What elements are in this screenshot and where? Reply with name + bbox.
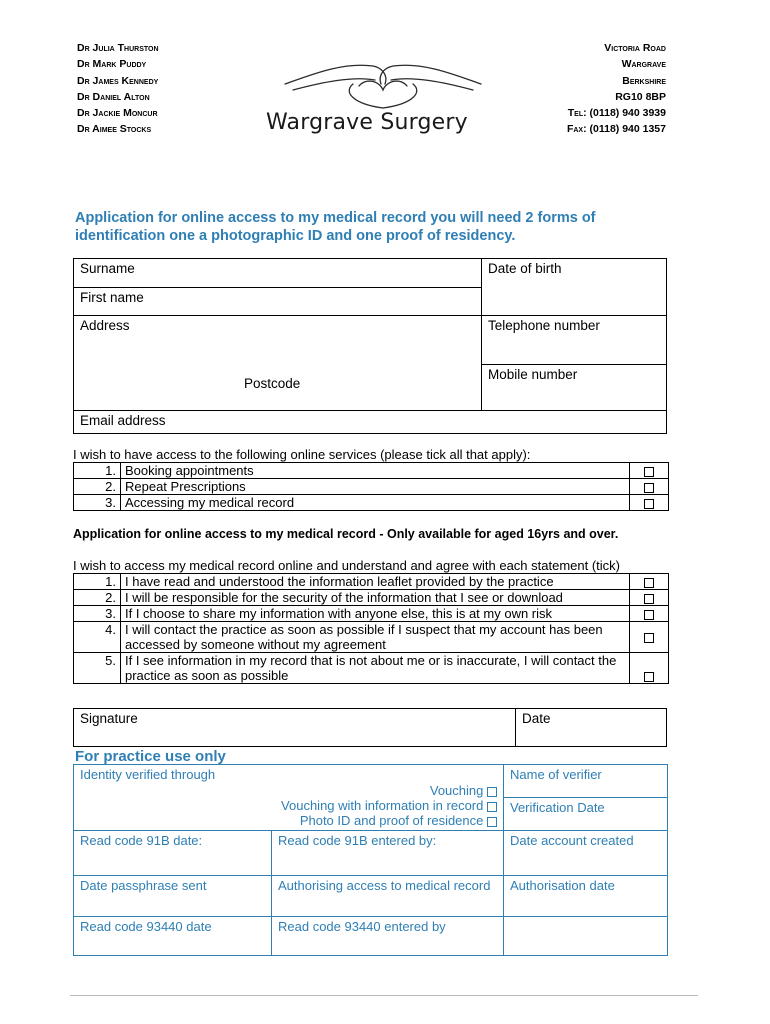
agreement-number: 4. <box>74 622 121 653</box>
hands-heart-logo <box>283 44 483 112</box>
service-checkbox[interactable] <box>630 495 669 511</box>
agreement-row <box>74 653 669 684</box>
date-account-created-label: Date account created <box>510 833 634 848</box>
agreement-number: 5. <box>74 653 121 684</box>
service-row <box>74 495 669 511</box>
read-code-91b-entered-cell[interactable] <box>272 831 504 876</box>
checkbox-icon[interactable] <box>644 578 654 588</box>
agreement-label: I will contact the practice as soon as possible if I suspect that my account has been accessed by someone without my agreement <box>121 622 630 653</box>
doctor-name: Dr James Kennedy <box>77 74 159 87</box>
photo-id-checkbox-icon[interactable] <box>487 817 497 827</box>
agreement-checkbox[interactable] <box>630 622 669 653</box>
service-checkbox[interactable] <box>630 463 669 479</box>
agreement-label: I have read and understood the information leaflet provided by the practice <box>121 574 630 590</box>
surname-field[interactable] <box>74 259 482 288</box>
doctor-name: Dr Julia Thurston <box>77 42 159 54</box>
agreement-number: 2. <box>74 590 121 606</box>
surname-label: Surname <box>80 261 135 276</box>
signature-field[interactable] <box>74 709 516 747</box>
date-passphrase-sent-label: Date passphrase sent <box>80 878 207 893</box>
read-code-91b-date-cell[interactable] <box>74 831 272 876</box>
service-label: Accessing my medical record <box>121 495 630 511</box>
service-checkbox[interactable] <box>630 479 669 495</box>
practice-logo-text: Wargrave Surgery <box>266 110 468 135</box>
authorising-access-cell[interactable] <box>272 876 504 917</box>
checkbox-icon[interactable] <box>644 499 654 509</box>
email-field[interactable] <box>74 411 667 434</box>
practice-address <box>567 40 666 138</box>
date-passphrase-sent-cell[interactable] <box>74 876 272 917</box>
service-row <box>74 463 669 479</box>
vouching-checkbox-icon[interactable] <box>487 787 497 797</box>
agreement-checkbox[interactable] <box>630 653 669 684</box>
read-code-91b-date-label: Read code 91B date: <box>80 833 203 848</box>
empty-cell[interactable] <box>504 917 668 956</box>
photo-id-label: Photo ID and proof of residence <box>299 813 484 828</box>
vouching-info-checkbox-icon[interactable] <box>487 802 497 812</box>
email-label: Email address <box>80 413 166 428</box>
services-intro: I wish to have access to the following online services (please tick all that apply): <box>73 447 531 462</box>
agreement-label: If I see information in my record that is not about me or is inaccurate, I will contact the practice as soon as possible <box>121 653 630 684</box>
footer-divider <box>70 995 698 996</box>
checkbox-icon[interactable] <box>644 672 654 682</box>
service-row <box>74 479 669 495</box>
postcode-label: Postcode <box>244 376 301 391</box>
read-code-93440-date-label: Read code 93440 date <box>80 919 212 934</box>
first-name-label: First name <box>80 290 144 305</box>
agreement-intro: I wish to access my medical record online and understand and agree with each statement (tick) <box>73 558 620 573</box>
practice-use-heading: For practice use only <box>75 748 226 765</box>
telephone-label: Telephone number <box>488 318 600 333</box>
agreement-table <box>73 573 669 684</box>
date-of-birth-label: Date of birth <box>488 261 562 276</box>
agreement-number: 1. <box>74 574 121 590</box>
agreement-checkbox[interactable] <box>630 574 669 590</box>
agreement-label: I will be responsible for the security of the information that I see or download <box>121 590 630 606</box>
address-line: RG10 8BP <box>615 90 666 103</box>
checkbox-icon[interactable] <box>644 610 654 620</box>
practice-use-table <box>73 764 668 956</box>
identity-verified-label: Identity verified through <box>80 767 216 782</box>
date-account-created-cell[interactable] <box>504 831 668 876</box>
verification-date-label: Verification Date <box>510 800 605 815</box>
personal-details-table <box>73 258 667 434</box>
checkbox-icon[interactable] <box>644 594 654 604</box>
first-name-field[interactable] <box>74 288 482 316</box>
address-line: Victoria Road <box>604 42 666 54</box>
authorising-access-label: Authorising access to medical record <box>278 878 491 893</box>
address-line: Tel: (0118) 940 3939 <box>567 107 666 120</box>
name-of-verifier-label: Name of verifier <box>510 767 602 782</box>
signature-date-label: Date <box>522 711 551 726</box>
agreement-row <box>74 606 669 622</box>
read-code-91b-entered-label: Read code 91B entered by: <box>278 833 437 848</box>
doctor-list <box>77 40 159 138</box>
agreement-row <box>74 574 669 590</box>
doctor-name: Dr Jackie Moncur <box>77 107 158 120</box>
service-label: Booking appointments <box>121 463 630 479</box>
signature-table <box>73 708 667 747</box>
mobile-field[interactable] <box>482 365 667 411</box>
doctor-name: Dr Daniel Alton <box>77 90 150 103</box>
agreement-row <box>74 590 669 606</box>
read-code-93440-entered-label: Read code 93440 entered by <box>278 919 446 934</box>
mobile-label: Mobile number <box>488 367 578 382</box>
signature-label: Signature <box>80 711 138 726</box>
verification-date-cell[interactable] <box>504 798 668 831</box>
agreement-number: 3. <box>74 606 121 622</box>
agreement-row <box>74 622 669 653</box>
read-code-93440-date-cell[interactable] <box>74 917 272 956</box>
telephone-field[interactable] <box>482 316 667 365</box>
section-2-title: Application for online access to my medical record - Only available for aged 16yrs and over. <box>73 527 619 541</box>
services-table <box>73 462 669 511</box>
form-title: Application for online access to my medical record you will need 2 forms of identification one a photographic ID and one proof of residency. <box>75 210 596 244</box>
service-number: 3. <box>74 495 121 511</box>
signature-date-field[interactable] <box>516 709 667 747</box>
address-label: Address <box>80 318 130 333</box>
service-number: 2. <box>74 479 121 495</box>
doctor-name: Dr Mark Puddy <box>77 58 147 71</box>
address-line: Wargrave <box>621 58 666 71</box>
checkbox-icon[interactable] <box>644 633 654 643</box>
checkbox-icon[interactable] <box>644 483 654 493</box>
read-code-93440-entered-cell[interactable] <box>272 917 504 956</box>
agreement-label: If I choose to share my information with anyone else, this is at my own risk <box>121 606 630 622</box>
vouching-info-label: Vouching with information in record <box>281 798 484 813</box>
service-label: Repeat Prescriptions <box>121 479 630 495</box>
vouching-label: Vouching <box>429 783 484 798</box>
date-of-birth-field[interactable] <box>482 259 667 316</box>
authorisation-date-cell[interactable] <box>504 876 668 917</box>
agreement-checkbox[interactable] <box>630 590 669 606</box>
address-line: Fax: (0118) 940 1357 <box>566 123 666 136</box>
address-line: Berkshire <box>622 74 666 87</box>
agreement-checkbox[interactable] <box>630 606 669 622</box>
address-field[interactable] <box>74 316 482 411</box>
name-of-verifier-cell[interactable] <box>504 765 668 798</box>
checkbox-icon[interactable] <box>644 467 654 477</box>
service-number: 1. <box>74 463 121 479</box>
doctor-name: Dr Aimee Stocks <box>77 123 152 136</box>
authorisation-date-label: Authorisation date <box>510 878 615 893</box>
identity-verified-cell <box>74 765 504 831</box>
